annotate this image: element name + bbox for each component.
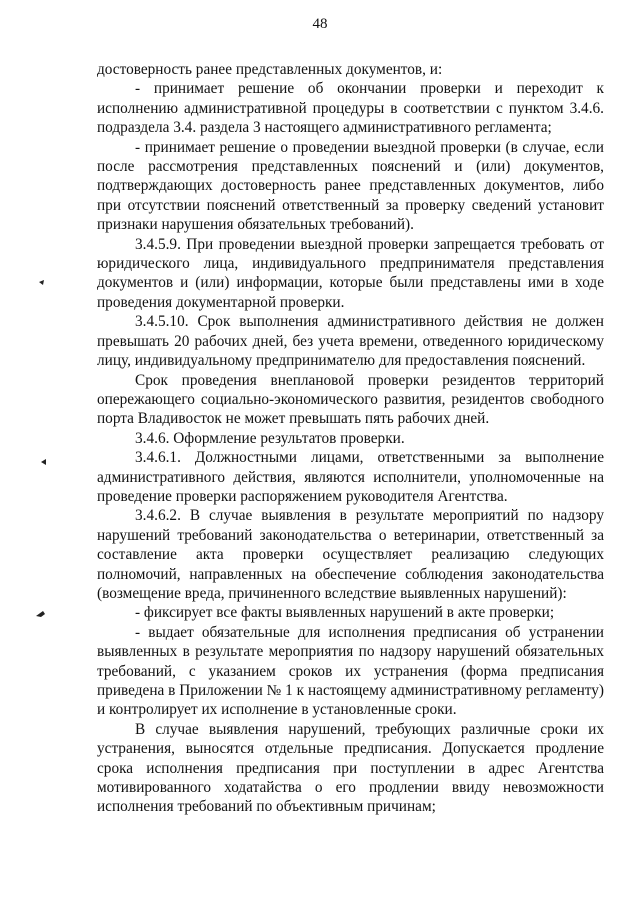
paragraph: 3.4.5.10. Срок выполнения административного действия не должен превышать 20 рабочих дней, без учета времени, отведенного юридическому лицу, индивидуальному предпринимателю для предоставления пояснений. <box>97 313 604 370</box>
paragraph: - фиксирует все факты выявленных нарушений в акте проверки; <box>135 604 555 622</box>
scan-mark <box>40 458 46 464</box>
page-body <box>97 60 604 817</box>
paragraph: 3.4.6. Оформление результатов проверки. <box>135 429 405 447</box>
scan-mark <box>36 610 42 616</box>
paragraph: достоверность ранее представленных документов, и: <box>97 61 443 78</box>
paragraph: 3.4.6.2. В случае выявления в результате мероприятий по надзору нарушений требований законодательства о ветеринарии, ответственный за составление акта проверки осуществляет реализацию следующих полномочий, направленных на обеспечение соблюдения законодательства (возмещение вреда, причиненного вследствие выявленных нарушений): <box>97 507 604 602</box>
paragraph: В случае выявления нарушений, требующих различные сроки их устранения, выносятся отдельные предписания. Допускается продление срока исполнения предписания при поступлении в адрес Агентства мотивированного ходатайства о его продлении ввиду невозможности исполнения требований по объективным причинам; <box>97 720 604 816</box>
paragraph: - принимает решение о проведении выездной проверки (в случае, если после рассмотрения представленных пояснений и (или) документов, подтверждающих достоверность ранее представленных документов, либо при отсутствии пояснений ответственный за проверку сведений установит признаки нарушения обязательных требований). <box>97 138 604 234</box>
paragraph: 3.4.6.1. Должностными лицами, ответственными за выполнение административного действия, являются исполнители, уполномоченные на проведение проверки распоряжением руководителя Агентства. <box>97 449 604 505</box>
paragraph: 3.4.5.9. При проведении выездной проверки запрещается требовать от юридического лица, индивидуального предпринимателя представления документов и (или) информации, которые были представлены ими в ходе проведения документарной проверки. <box>97 235 604 311</box>
scan-mark <box>38 278 44 284</box>
page-number: 48 <box>312 16 328 32</box>
paragraph: - принимает решение об окончании проверки и переходит к исполнению административной процедуры в соответствии с пунктом 3.4.6. подраздела 3.4. раздела 3 настоящего административного регламента; <box>97 80 604 137</box>
paragraph: - выдает обязательные для исполнения предписания об устранении выявленных в результате мероприятия по надзору нарушений обязательных требований, с указанием сроков их устранения (форма предписания приведена в Приложении № 1 к настоящему административному регламенту) и контролирует их исполнение в установленные сроки. <box>97 623 604 719</box>
paragraph: Срок проведения внеплановой проверки резидентов территорий опережающего социально-экономического развития, резидентов свободного порта Владивосток не может превышать пять рабочих дней. <box>97 371 604 428</box>
